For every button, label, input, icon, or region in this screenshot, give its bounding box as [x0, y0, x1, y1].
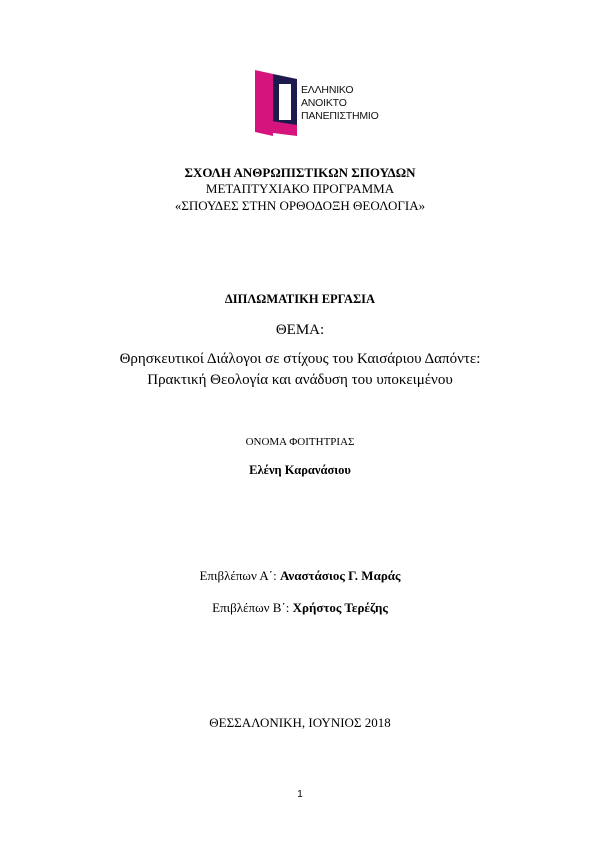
school-name: ΣΧΟΛΗ ΑΝΘΡΩΠΙΣΤΙΚΩΝ ΣΠΟΥΔΩΝ: [184, 165, 416, 180]
supervisor-b-label: Επιβλέπων Β΄:: [212, 600, 290, 615]
page-number: 1: [297, 789, 303, 800]
program-name: «ΣΠΟΥΔΕΣ ΣΤΗΝ ΟΡΘΟΔΟΞΗ ΘΕΟΛΟΓΙΑ»: [174, 198, 426, 213]
thesis-title-line-2: Πρακτική Θεολογία και ανάδυση του υποκειμένου: [147, 372, 453, 388]
university-logo-icon: [255, 70, 305, 136]
university-logo: [255, 70, 395, 136]
logo-line-3: ΠΑΝΕΠΙΣΤΗΜΙΟ: [301, 110, 379, 122]
student-name: Ελένη Καρανάσιου: [249, 463, 351, 477]
supervisor-a-name: Αναστάσιος Γ. Μαράς: [279, 568, 401, 583]
thesis-type: ΔΙΠΛΩΜΑΤΙΚΗ ΕΡΓΑΣΙΑ: [224, 292, 376, 306]
supervisor-b-name: Χρήστος Τερέζης: [292, 600, 388, 615]
university-logo-text: [301, 84, 379, 123]
logo-line-2: ΑΝΟΙΚΤΟ: [301, 97, 347, 109]
thesis-title-line-1: Θρησκευτικοί Διάλογοι σε στίχους του Καισάριου Δαπόντε:: [119, 351, 481, 367]
place-date: ΘΕΣΣΑΛΟΝΙΚΗ, ΙΟΥΝΙΟΣ 2018: [209, 715, 391, 730]
student-label: ΟΝΟΜΑ ΦΟΙΤΗΤΡΙΑΣ: [245, 436, 355, 448]
supervisor-a-label: Επιβλέπων Α΄:: [199, 568, 277, 583]
supervisor-b: [0, 600, 600, 616]
supervisor-a: [0, 568, 600, 584]
subject-label: ΘΕΜΑ:: [275, 322, 325, 338]
program-label: ΜΕΤΑΠΤΥΧΙΑΚΟ ΠΡΟΓΡΑΜΜΑ: [205, 181, 395, 196]
logo-line-1: ΕΛΛΗΝΙΚΟ: [301, 84, 354, 96]
